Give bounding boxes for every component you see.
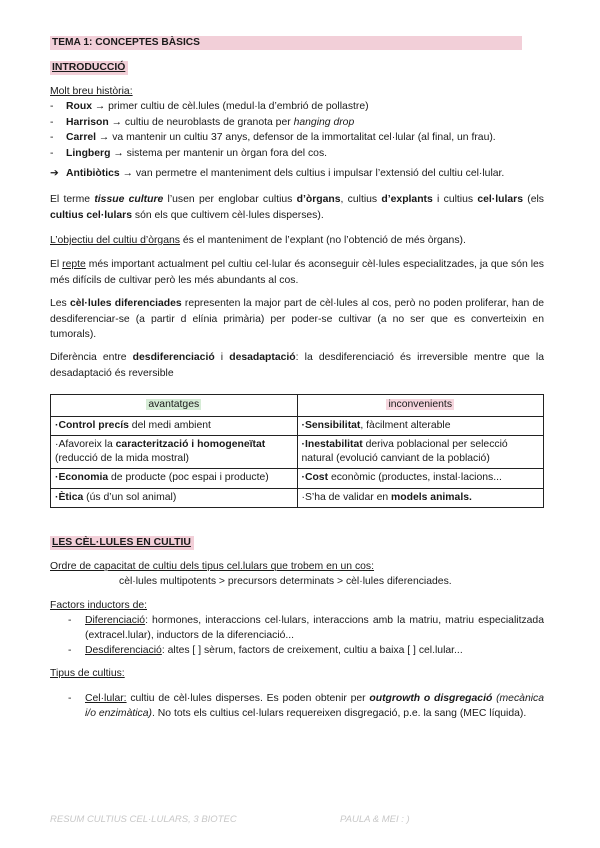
list-item: - Cel·lular: cultiu de cèl·lules disperses. Es poden obtenir per outgrowth o disgregació (mecànica i/o enzimàtica). No tots els cultius cel·lulars requereixen disgregació, p.e. la sang (MEC líquida).: [50, 691, 544, 721]
types-label: Tipus de cultius:: [50, 668, 125, 679]
cells-heading: LES CÈL·LULES EN CULTIU: [50, 536, 194, 550]
antibiotics-line: ➔ Antibiòtics → van permetre el manteniment dels cultius i impulsar l’extensió del cultiu cel·lular.: [50, 166, 544, 182]
table-cell: ·S’ha de validar en models animals.: [297, 488, 544, 508]
history-item: - Harrison → cultiu de neuroblasts de granota per hanging drop: [50, 115, 544, 131]
footer-left: RESUM CULTIUS CEL·LULARS, 3 BIOTEC: [50, 814, 237, 825]
diferenciades-paragraph: Les cèl·lules diferenciades representen la major part de cèl·lules al cos, però no poden proliferar, han de desdiferenciar-se (a partir d elínia primària) per poder-se cultivar (a no ser que es converteixin en tumorals).: [50, 298, 544, 341]
table-cell: ·Inestabilitat deriva poblacional per selecció natural (evolució canviant de la població): [297, 436, 544, 469]
repte-paragraph: El repte més important actualment pel cultiu cel·lular és aconseguir cèl·lules especialitzades, ja que són les més difícils de cultivar però les més abundants al cos.: [50, 259, 544, 286]
history-item: - Roux → primer cultiu de cèl.lules (medul·la d’embrió de pollastre): [50, 99, 544, 115]
page-title: TEMA 1: CONCEPTES BÀSICS: [50, 36, 522, 50]
history-list: [50, 99, 544, 161]
history-item: - Lingberg → sistema per mantenir un òrgan fora del cos.: [50, 146, 544, 162]
factors-block: [50, 598, 544, 658]
list-item: - Diferenciació: hormones, interaccions cel·lulars, interaccions amb la matriu, matriu especialitzada (extracel.lular), inductors de la diferenciació...: [50, 613, 544, 643]
footer-right: PAULA & MEI : ): [340, 814, 410, 825]
table-row: [51, 469, 544, 489]
table-header-disadvantages: inconvenients: [297, 395, 544, 417]
table-cell: ·Economia de producte (poc espai i producte): [51, 469, 298, 489]
advantages-table: [50, 394, 544, 508]
diferencia-paragraph: Diferència entre desdiferenciació i desadaptació: la desdiferenciació és irreversible mentre que la desadaptació és reversible: [50, 352, 544, 379]
table-cell: ·Cost econòmic (productes, instal·lacions...: [297, 469, 544, 489]
history-block: [50, 85, 544, 161]
order-label: Ordre de capacitat de cultiu dels tipus cel.lulars que trobem en un cos:: [50, 561, 375, 572]
table-header-advantages: avantatges: [51, 395, 298, 417]
table-cell: ·Afavoreix la caracterització i homogeneïtat (reducció de la mida mostral): [51, 436, 298, 469]
table-cell: ·Ètica (ús d’un sol animal): [51, 488, 298, 508]
types-list: [50, 691, 544, 721]
table-cell: ·Control precís del medi ambient: [51, 416, 298, 436]
history-item: - Carrel → va mantenir un cultiu 37 anys, defensor de la immortalitat cel·lular (al final, un frau).: [50, 130, 544, 146]
order-block: [50, 560, 544, 589]
table-header-row: [51, 395, 544, 417]
table-row: [51, 436, 544, 469]
table-row: [51, 488, 544, 508]
types-block: [50, 691, 544, 721]
factors-label: Factors inductors de:: [50, 600, 148, 611]
table-cell: ·Sensibilitat, fàcilment alterable: [297, 416, 544, 436]
objectiu-paragraph: L’objectiu del cultiu d’òrgans és el manteniment de l’explant (no l’obtenció de més òrgans).: [50, 235, 466, 246]
list-item: - Desdiferenciació: altes [ ] sèrum, factors de creixement, cultiu a baixa [ ] cel.lular...: [50, 643, 544, 658]
order-text: cèl·lules multipotents > precursors determinats > cèl·lules diferenciades.: [119, 576, 452, 587]
table-row: [51, 416, 544, 436]
arrow-icon: ➔: [50, 168, 59, 179]
factors-list: [50, 613, 544, 658]
tissue-culture-paragraph: El terme tissue culture l’usen per englobar cultius d’òrgans, cultius d’explants i cultius cel·lulars (els cultius cel·lulars són els que cultivem cèl·lules disperses).: [50, 194, 544, 221]
history-label: Molt breu història:: [50, 86, 133, 97]
intro-heading: INTRODUCCIÓ: [50, 61, 128, 75]
